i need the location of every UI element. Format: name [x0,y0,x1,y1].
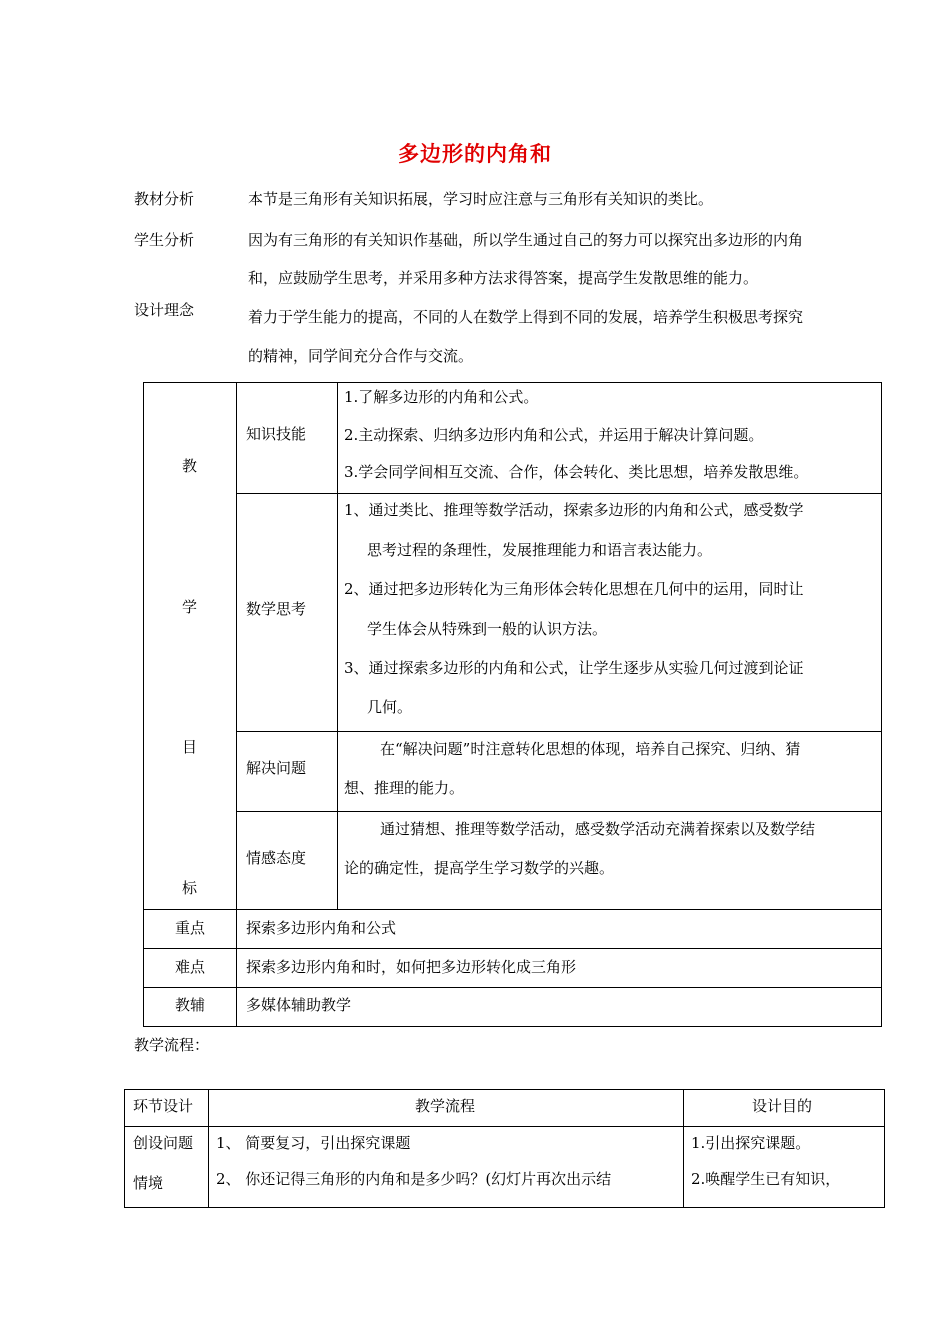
design-concept-line1: 着力于学生能力的提高，不同的人在数学上得到不同的发展，培养学生积极思考探究 [248,308,804,326]
knowledge-item-1: 1.了解多边形的内角和公式。 [344,388,539,406]
goal-vertical-char-3: 目 [182,738,198,756]
thinking-line-4: 学生体会从特殊到一般的认识方法。 [367,620,608,638]
row1-stage-line2: 情境 [133,1174,164,1192]
problem-solving-line2: 想、推理的能力。 [344,779,465,797]
goal-vertical-char-4: 标 [182,879,198,897]
knowledge-skill-label: 知识技能 [246,425,307,443]
teaching-aid-text: 多媒体辅助教学 [246,996,352,1014]
teaching-aid-label: 教辅 [175,996,206,1014]
thinking-line-3: 2、通过把多边形转化为三角形体会转化思想在几何中的运用，同时让 [344,580,804,598]
row1-flow-line2: 2、 你还记得三角形的内角和是多少吗？(幻灯片再次出示结 [216,1170,612,1188]
knowledge-item-2: 2.主动探索、归纳多边形内角和公式，并运用于解决计算问题。 [344,426,764,444]
header-stage-design: 环节设计 [133,1097,194,1115]
row1-flow-line1: 1、 简要复习，引出探究课题 [216,1134,411,1152]
math-thinking-label: 数学思考 [246,600,307,618]
knowledge-item-3: 3.学会同学间相互交流、合作，体会转化、类比思想，培养发散思维。 [344,463,809,481]
difficulty-text: 探索多边形内角和时，如何把多边形转化成三角形 [246,958,577,976]
key-point-text: 探索多边形内角和公式 [246,919,397,937]
difficulty-label: 难点 [175,958,206,976]
student-analysis-line1: 因为有三角形的有关知识作基础，所以学生通过自己的努力可以探究出多边形的内角 [248,231,804,249]
thinking-line-1: 1、通过类比、推理等数学活动，探索多边形的内角和公式，感受数学 [344,501,804,519]
row1-purpose-line1: 1.引出探究课题。 [691,1134,811,1152]
textbook-analysis-label: 教材分析 [134,190,195,208]
textbook-analysis-text: 本节是三角形有关知识拓展，学习时应注意与三角形有关知识的类比。 [248,190,714,208]
key-point-label: 重点 [175,919,206,937]
student-analysis-line2: 和，应鼓励学生思考，并采用多种方法求得答案，提高学生发散思维的能力。 [248,269,759,287]
problem-solving-line1: 在“解决问题”时注意转化思想的体现，培养自己探究、归纳、猜 [380,740,801,758]
goal-vertical-char-2: 学 [182,598,198,616]
emotion-attitude-line1: 通过猜想、推理等数学活动，感受数学活动充满着探索以及数学结 [380,820,816,838]
design-concept-line2: 的精神，同学间充分合作与交流。 [248,347,474,365]
problem-solving-label: 解决问题 [246,759,307,777]
thinking-line-2: 思考过程的条理性，发展推理能力和语言表达能力。 [367,541,713,559]
header-teaching-flow: 教学流程 [415,1097,476,1115]
teaching-flow-heading: 教学流程： [134,1036,210,1054]
goal-vertical-char-1: 教 [182,457,198,475]
emotion-attitude-line2: 论的确定性，提高学生学习数学的兴趣。 [344,859,615,877]
design-concept-label: 设计理念 [134,301,195,319]
thinking-line-5: 3、通过探索多边形的内角和公式，让学生逐步从实验几何过渡到论证 [344,659,804,677]
row1-purpose-line2: 2.唤醒学生已有知识， [691,1170,841,1188]
thinking-line-6: 几何。 [367,698,413,716]
header-design-purpose: 设计目的 [752,1097,813,1115]
row1-stage-line1: 创设问题 [133,1134,194,1152]
page-title: 多边形的内角和 [398,142,552,166]
emotion-attitude-label: 情感态度 [246,849,307,867]
student-analysis-label: 学生分析 [134,231,195,249]
